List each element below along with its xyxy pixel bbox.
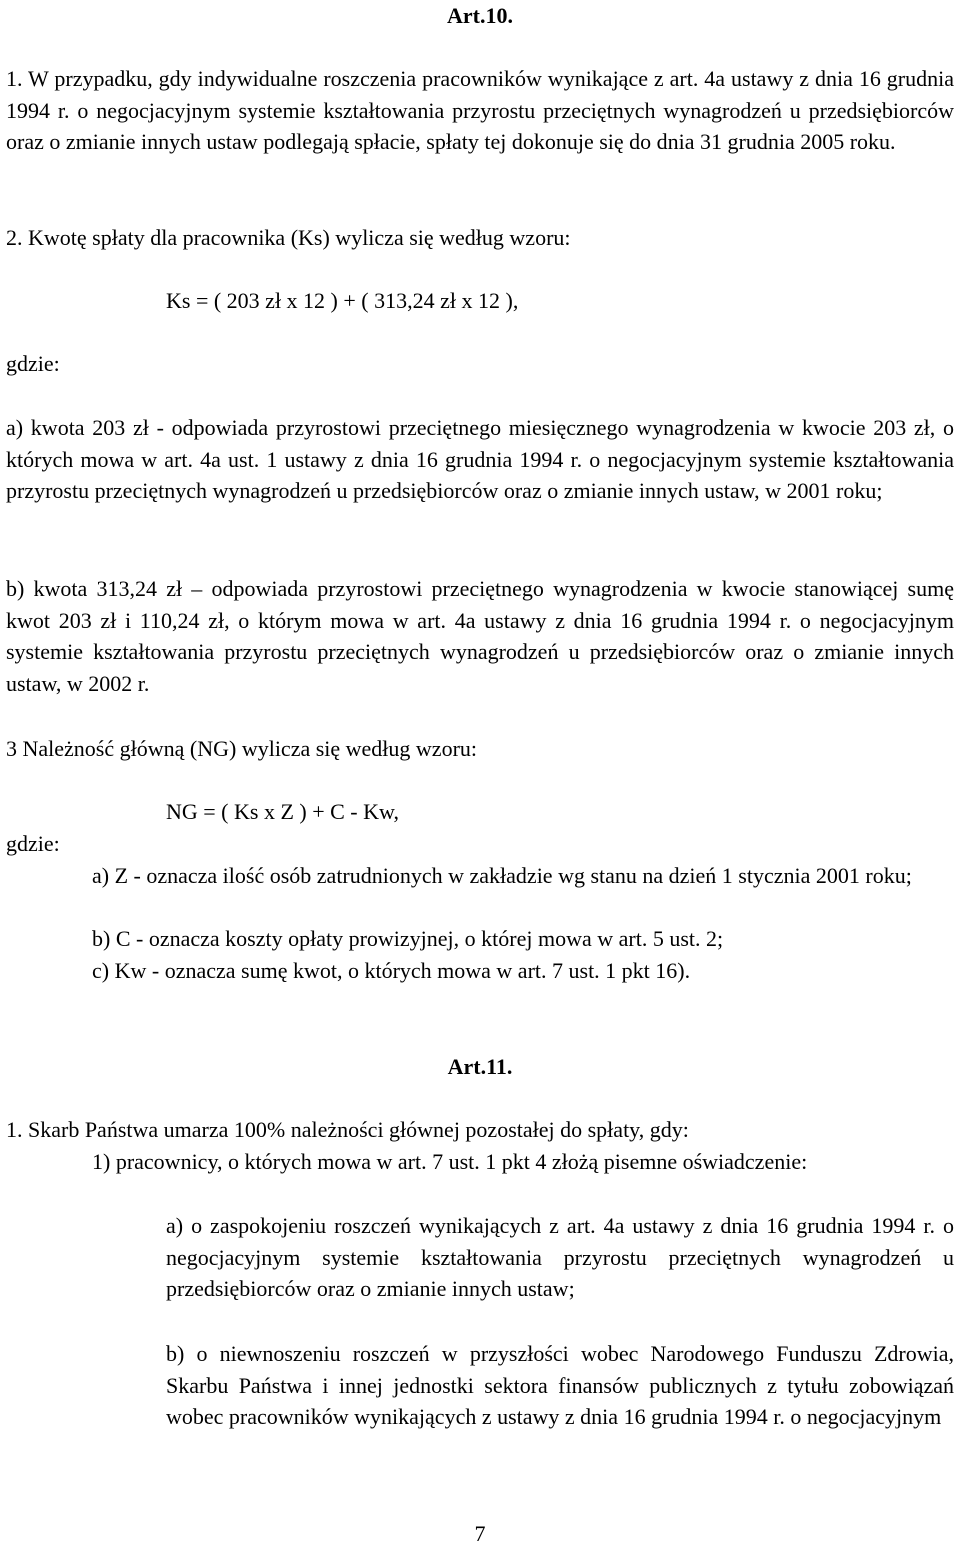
- ng-definition-a: [92, 860, 954, 892]
- article-11-heading: Art.11.: [447, 1054, 513, 1079]
- art11-point-1-text: 1) pracownicy, o których mowa w art. 7 ust. 1 pkt 4 złożą pisemne oświadczenie:: [92, 1149, 808, 1174]
- art11-point-1-a-text: a) o zaspokojeniu roszczeń wynikających z art. 4a ustawy z dnia 16 grudnia 1994 r. o negocjacyjnym systemie kształtowania przyrostu przeciętnych wynagrodzeń u przedsiębiorców oraz o zmianie innych ustaw;: [166, 1213, 954, 1301]
- art11-paragraph-1: 1. Skarb Państwa umarza 100% należności głównej pozostałej do spłaty, gdy:: [6, 1117, 689, 1142]
- definition-a-text: a) kwota 203 zł - odpowiada przyrostowi przeciętnego miesięcznego wynagrodzenia w kwocie 203 zł, o których mowa w art. 4a ust. 1 ustawy z dnia 16 grudnia 1994 r. o negocjacyjnym systemie kształtowania przyrostu przeciętnych wynagrodzeń u przedsiębiorców oraz o zmianie innych ustaw, w 2001 roku;: [6, 415, 954, 503]
- art10-paragraph-3: 3 Należność główną (NG) wylicza się według wzoru:: [6, 736, 478, 761]
- ng-definition-b: b) C - oznacza koszty opłaty prowizyjnej, o której mowa w art. 5 ust. 2;: [92, 926, 724, 951]
- art11-point-1-b-text: b) o niewnoszeniu roszczeń w przyszłości wobec Narodowego Funduszu Zdrowia, Skarbu Państwa i innej jednostki sektora finansów publicznych z tytułu zobowiązań wobec pracowników wynikających z ustawy z dnia 16 grudnia 1994 r. o negocjacyjnym: [166, 1341, 954, 1429]
- article-10-heading: Art.10.: [447, 3, 513, 28]
- gdzie-label-1: gdzie:: [6, 351, 60, 376]
- formula-ks: Ks = ( 203 zł x 12 ) + ( 313,24 zł x 12 ),: [166, 288, 519, 313]
- page-number: 7: [474, 1521, 486, 1546]
- definition-b: [6, 573, 954, 699]
- art11-point-1-b: [166, 1338, 954, 1433]
- art10-paragraph-2: 2. Kwotę spłaty dla pracownika (Ks) wylicza się według wzoru:: [6, 225, 571, 250]
- gdzie-label-2: gdzie:: [6, 831, 60, 856]
- art11-point-1-a: [166, 1210, 954, 1305]
- definition-a: [6, 412, 954, 507]
- formula-ng: NG = ( Ks x Z ) + C - Kw,: [166, 799, 399, 824]
- art11-point-1: [92, 1146, 954, 1178]
- art10-p1-text: 1. W przypadku, gdy indywidualne roszczenia pracowników wynikające z art. 4a ustawy z dnia 16 grudnia 1994 r. o negocjacyjnym systemie kształtowania przyrostu przeciętnych wynagrodzeń u przedsiębiorców oraz o zmianie innych ustaw podlegają spłacie, spłaty tej dokonuje się do dnia 31 grudnia 2005 roku.: [6, 66, 954, 154]
- ng-definition-c: c) Kw - oznacza sumę kwot, o których mowa w art. 7 ust. 1 pkt 16).: [92, 958, 691, 983]
- art10-paragraph-1: [6, 63, 954, 158]
- ng-definition-a-text: a) Z - oznacza ilość osób zatrudnionych w zakładzie wg stanu na dzień 1 stycznia 2001 roku;: [92, 863, 912, 888]
- definition-b-text: b) kwota 313,24 zł – odpowiada przyrostowi przeciętnego wynagrodzenia w kwocie stanowiącej sumę kwot 203 zł i 110,24 zł, o którym mowa w art. 4a ustawy z dnia 16 grudnia 1994 r. o negocjacyjnym systemie kształtowania przyrostu przeciętnych wynagrodzeń u przedsiębiorców oraz o zmianie innych ustaw, w 2002 r.: [6, 576, 954, 696]
